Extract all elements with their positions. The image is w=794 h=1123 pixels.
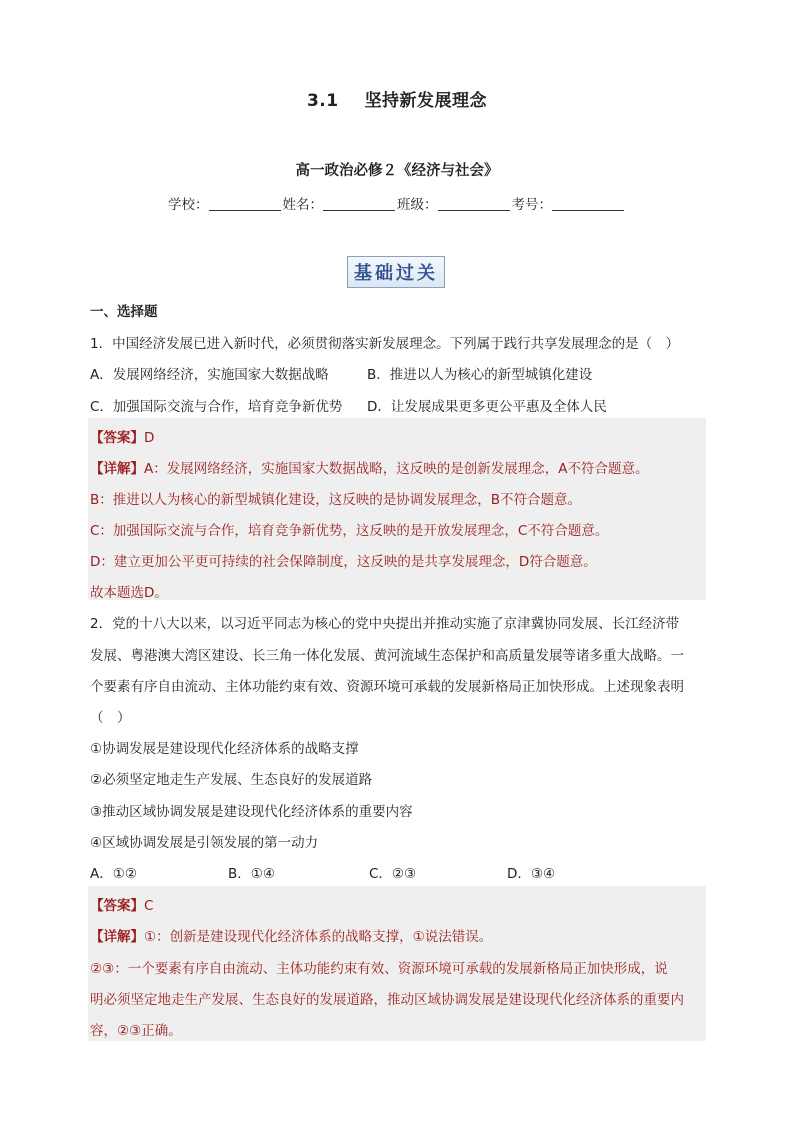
subtitle: 高一政治必修２《经济与社会》: [295, 163, 499, 179]
q2-answer-value: C: [144, 898, 154, 914]
q2-detail-2: ②③：一个要素有序自由流动、主体功能约束有效、资源环境可承载的发展新格局正加快形成，说: [90, 961, 668, 977]
section-heading: 一、选择题: [90, 304, 158, 320]
id-label: 考号：: [511, 197, 552, 213]
q2-detail-1: [90, 925, 706, 945]
title-text: 坚持新发展理念: [364, 91, 488, 111]
class-blank: [438, 197, 510, 211]
q2-detail-text: ①：创新是建设现代化经济体系的战略支撑，①说法错误。: [144, 929, 493, 945]
q2-item-4: ④区域协调发展是引领发展的第一动力: [90, 835, 319, 851]
q2-detail-tag: 【详解】: [90, 929, 144, 945]
q1-stem: 1．中国经济发展已进入新时代，必须贯彻落实新发展理念。下列属于践行共享发展理念的是（ ）: [90, 336, 680, 352]
q1-option-a: A．发展网络经济，实施国家大数据战略: [90, 367, 329, 383]
q2-stem-4: （ ）: [90, 710, 131, 726]
q2-answer-tag: 【答案】: [90, 898, 144, 914]
q2-item-1: ①协调发展是建设现代化经济体系的战略支撑: [90, 741, 359, 757]
q2-detail-4: 容，②③正确。: [90, 1023, 182, 1039]
q1-option-c: C．加强国际交流与合作，培育竞争新优势: [90, 399, 343, 415]
q2-option-d: D．③④: [507, 866, 556, 882]
q1-detail-text: A：发展网络经济，实施国家大数据战略，这反映的是创新发展理念，A不符合题意。: [144, 461, 649, 477]
q1-answer: [90, 426, 706, 446]
q1-detail-2: B：推进以人为核心的新型城镇化建设，这反映的是协调发展理念，B不符合题意。: [90, 492, 582, 508]
q1-option-d: D．让发展成果更多更公平惠及全体人民: [367, 399, 607, 415]
q1-detail-3: C：加强国际交流与合作，培育竞争新优势，这反映的是开放发展理念，C不符合题意。: [90, 523, 609, 539]
q2-detail-3: 明必须坚定地走生产发展、生态良好的发展道路，推动区域协调发展是建设现代化经济体系的重要内: [90, 992, 684, 1008]
q2-item-2: ②必须坚定地走生产发展、生态良好的发展道路: [90, 772, 373, 788]
name-blank: [323, 197, 395, 211]
title-number: 3.1: [306, 91, 339, 111]
q1-answer-tag: 【答案】: [90, 430, 144, 446]
q2-stem-3: 个要素有序自由流动、主体功能约束有效、资源环境可承载的发展新格局正加快形成。上述现象表明: [90, 679, 684, 695]
q1-option-b: B．推进以人为核心的新型城镇化建设: [367, 367, 593, 383]
school-blank: [209, 197, 281, 211]
q2-option-c: C．②③: [369, 866, 417, 882]
name-label: 姓名：: [282, 197, 323, 213]
q1-detail-1: [90, 457, 706, 477]
section-badge: 基础过关: [347, 256, 445, 288]
q2-option-b: B．①④: [228, 866, 275, 882]
q1-detail-5: 故本题选D。: [90, 585, 168, 601]
q1-answer-value: D: [144, 430, 155, 446]
q2-stem-1: 2．党的十八大以来，以习近平同志为核心的党中央提出并推动实施了京津冀协同发展、长江经济带: [90, 616, 680, 632]
page-title: [0, 86, 794, 111]
q1-detail-4: D：建立更加公平更可持续的社会保障制度，这反映的是共享发展理念，D符合题意。: [90, 554, 597, 570]
student-info: [0, 193, 794, 213]
q2-answer: [90, 894, 706, 914]
school-label: 学校：: [168, 197, 209, 213]
q2-stem-2: 发展、粤港澳大湾区建设、长三角一体化发展、黄河流域生态保护和高质量发展等诸多重大战略。一: [90, 648, 684, 664]
q2-item-3: ③推动区域协调发展是建设现代化经济体系的重要内容: [90, 804, 413, 820]
q1-detail-tag: 【详解】: [90, 461, 144, 477]
class-label: 班级：: [397, 197, 438, 213]
id-blank: [552, 197, 624, 211]
q2-option-a: A．①②: [90, 866, 137, 882]
